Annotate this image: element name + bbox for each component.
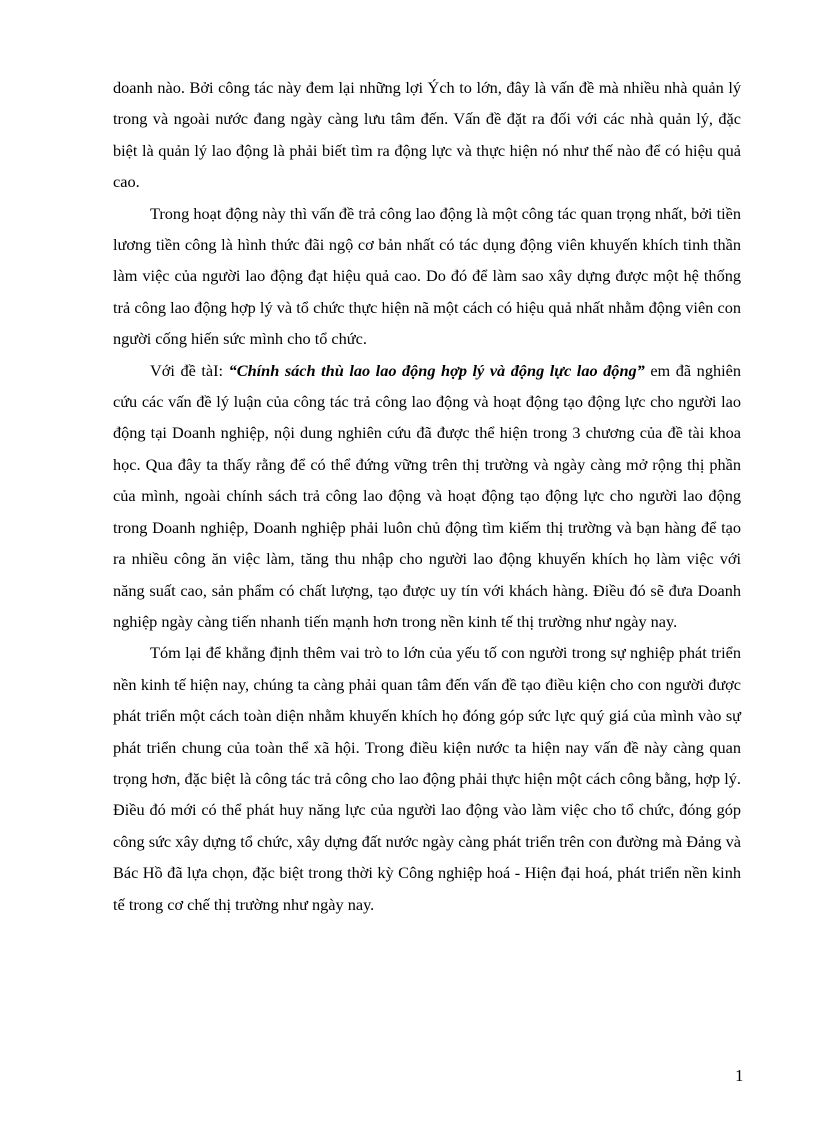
paragraph-thesis-topic bbox=[113, 355, 741, 638]
paragraph-conclusion: Tóm lại để khẳng định thêm vai trò to lớn của yếu tố con người trong sự nghiệp phát triển nền kinh tế hiện nay, chúng ta càng phải quan tâm đến vấn đề tạo điều kiện cho con người được phát triển một cách toàn diện nhằm khuyến khích họ đóng góp sức lực quý giá của mình vào sự phát triển chung của toàn thể xã hội. Trong điều kiện nước ta hiện nay vấn đề này càng quan trọng hơn, đặc biệt là công tác trả công cho lao động phải thực hiện một cách công bằng, hợp lý. Điều đó mới có thể phát huy năng lực của người lao động vào làm việc cho tổ chức, đóng góp công sức xây dựng tổ chức, xây dựng đất nước ngày càng phát triển trên con đường mà Đảng và Bác Hồ đã lựa chọn, đặc biệt trong thời kỳ Công nghiệp hoá - Hiện đại hoá, phát triển nền kinh tế trong cơ chế thị trường như ngày nay. bbox=[113, 643, 741, 914]
paragraph-thesis-body: em đã nghiên cứu các vấn đề lý luận của công tác trả công lao động và hoạt động tạo động lực cho người lao động tại Doanh nghiệp, nội dung nghiên cứu đã được thể hiện trong 3 chương của đề tài khoa học. Qua đây ta thấy rằng để có thể đứng vững trên thị trường và ngày càng mở rộng thị phần của mình, ngoài chính sách trả công lao động và hoạt động tạo động lực cho người lao động trong Doanh nghiệp, Doanh nghiệp phải luôn chủ động tìm kiếm thị trường và bạn hàng để tạo ra nhiều công ăn việc làm, tăng thu nhập cho người lao động khuyến khích họ làm việc với năng suất cao, sản phẩm có chất lượng, tạo được uy tín với khách hàng. Điều đó sẽ đưa Doanh nghiệp ngày càng tiến nhanh tiến mạnh hơn trong nền kinh tế thị trường như ngày nay. bbox=[113, 360, 741, 631]
page-number: 1 bbox=[735, 1066, 744, 1085]
thesis-title: “Chính sách thù lao lao động hợp lý và động lực lao động” bbox=[228, 360, 645, 380]
document-body bbox=[113, 72, 741, 920]
paragraph-thesis-lead: Với đề tàI: bbox=[150, 360, 229, 380]
paragraph-compensation-importance: Trong hoạt động này thì vấn đề trả công lao động là một công tác quan trọng nhất, bởi tiền lương tiền công là hình thức đãi ngộ cơ bản nhất có tác dụng động viên khuyến khích tinh thần làm việc của người lao động đạt hiệu quả cao. Do đó để làm sao xây dựng được một hệ thống trả công lao động hợp lý và tổ chức thực hiện nã một cách có hiệu quả nhất nhằm động viên con người cống hiến sức mình cho tổ chức. bbox=[113, 203, 741, 349]
paragraph-continuation: doanh nào. Bởi công tác này đem lại những lợi Ých to lớn, đây là vấn đề mà nhiều nhà quản lý trong và ngoài nước đang ngày càng lưu tâm đến. Vấn đề đặt ra đối với các nhà quản lý, đặc biệt là quản lý lao động là phải biết tìm ra động lực và thực hiện nó như thế nào để có hiệu quả cao. bbox=[113, 78, 741, 192]
